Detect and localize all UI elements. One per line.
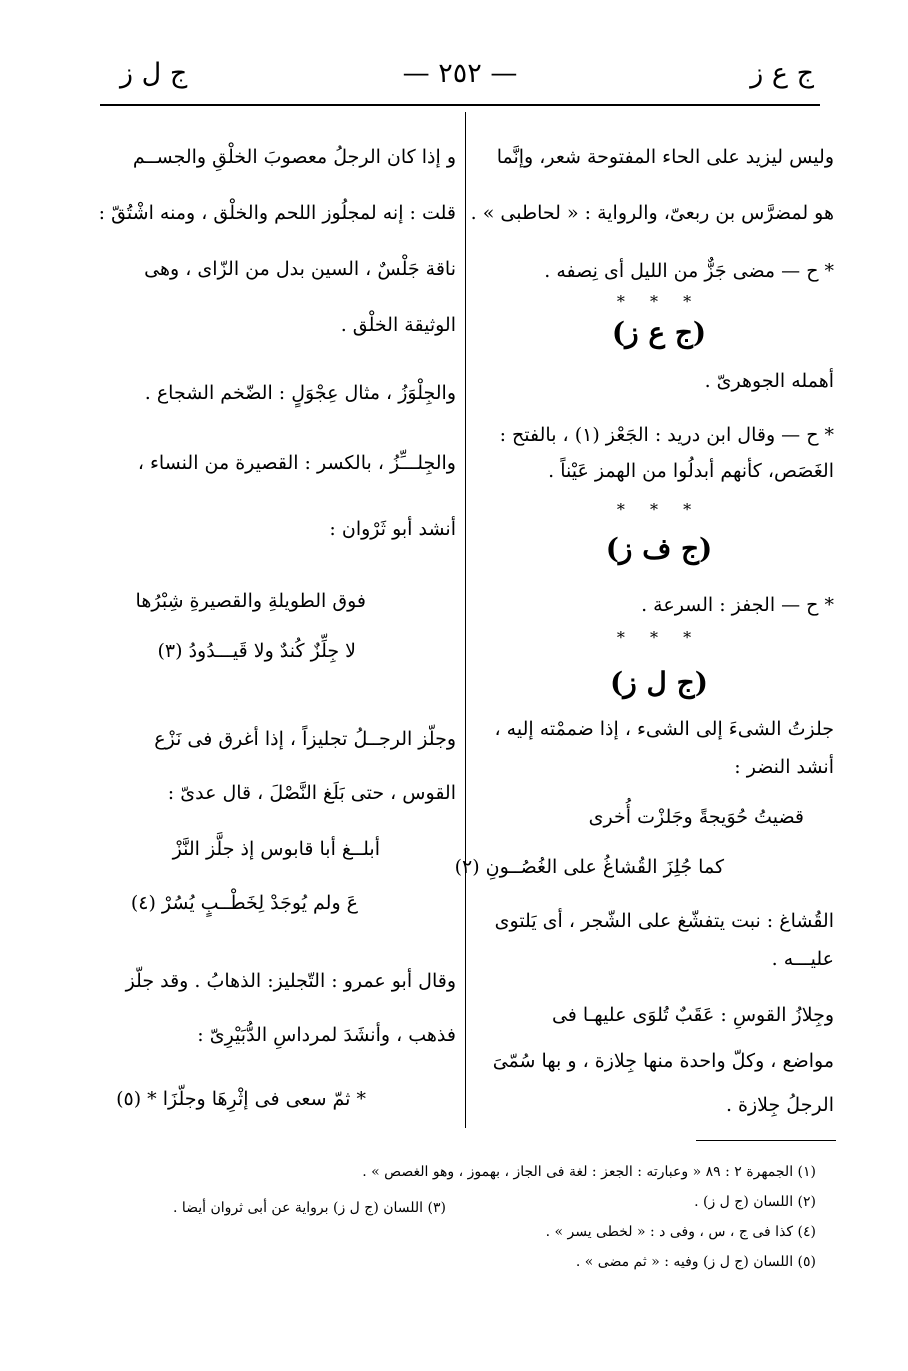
verse-line: كما جُلِزَ القُشاغُ على الغُصُــونِ (٢) [454,856,724,878]
header-root-left: ج ل ز [120,58,188,89]
header-rule [100,104,820,106]
footnote-rule [696,1140,836,1141]
section-heading-jlz: (ج ل ز) [610,666,708,699]
verse-line: قضيتُ حُوَيجةً وجَلزْت أُخرى [588,806,804,828]
page-number: — ٢٥٢ — [402,58,518,89]
text-line: وقال أبو عمرو : التّجليز: الذهابُ . وقد جلّز [125,970,456,992]
text-line: ناقة جَلْسٌ ، السين بدل من الزّاى ، وهى [144,258,456,280]
text-line: هو لمضرَّس بن ربعىّ، والرواية : « لحاطبى » . [470,202,834,224]
text-line: الرجلُ جِلازة . [725,1094,834,1116]
footnote: (٥) اللسان (ج ل ز) وفيه : « ثم مضى » . [575,1254,816,1270]
text-line: فذهب ، وأنشَدَ لمرداسِ الدُّبَيْرِىّ : [197,1024,456,1046]
verse-line: عَ ولم يُوجَدْ لِخَطْــبٍ يُسُرْ (٤) [130,892,358,914]
footnote: (٤) كذا فى ج ، س ، وفى د : « لخطى يسر » . [545,1224,816,1240]
text-line: جلزتُ الشىءَ إلى الشىء ، إذا ضممْته إليه ، [494,718,834,740]
verse-line: لا جِلِّزٌ كُندٌ ولا قَيـــدُودُ (٣) [157,640,356,662]
text-line: * ح — مضى جَزٌّ من الليل أى نِصفه . [544,260,834,282]
column-divider [465,112,466,1128]
verse-line: * ثمّ سعى فى إثْرِهَا وجلّزَا * (٥) [116,1088,366,1110]
footnote: (٣) اللسان (ج ل ز) برواية عن أبى ثروان أيضا . [172,1200,446,1216]
text-line: * ح — وقال ابن دريد : الجَعْز (١) ، بالفتح : [499,424,834,446]
text-line: أنشد أبو ثَرْوان : [329,518,456,540]
text-line: * ح — الجفز : السرعة . [641,594,834,616]
text-line: و إذا كان الرجلُ معصوبَ الخلْقِ والجســم [132,146,456,168]
verse-line: فوق الطويلةِ والقصيرةِ شِبْرُها [135,590,366,612]
text-line: والجِلْوَزُ ، مثال عِجْوَلٍ : الضّخم الشجاع . [144,382,456,404]
text-line: أهمله الجوهرىّ . [704,370,834,392]
page-header [100,58,820,102]
footnote: (١) الجمهرة ٢ : ٨٩ « وعبارته : الجعز : لغة فى الجاز ، بهموز ، وهو الغصص » . [362,1164,816,1180]
section-separator: * * * [616,292,702,311]
text-line: والجِلـــِّزُ ، بالكسر : القصيرة من النساء ، [137,452,456,474]
section-separator: * * * [616,628,702,647]
section-heading-jfz: (ج ف ز) [605,532,713,565]
footnote: (٢) اللسان (ج ل ز) . [694,1194,816,1210]
text-line: وليس ليزيد على الحاء المفتوحة شعر، وإنَّما [496,146,834,168]
verse-line: أبلــغ أبا قابوس إذ جلَّز النَّزْ [172,838,380,860]
text-line: الوثيقة الخلْق . [340,314,456,336]
text-line: أنشد النضر : [734,756,834,778]
text-line: القُشاغ : نبت يتفشّغ على الشّجر ، أى يَلتوى [494,910,834,932]
section-heading-jaz: (ج ع ز) [611,316,707,349]
text-line: مواضع ، وكلّ واحدة منها جِلازة ، و بها سُمّىَ [492,1050,834,1072]
section-separator: * * * [616,500,702,519]
text-line: وجلّز الرجــلُ تجليزاً ، إذا أغرق فى نَزْع [154,728,456,750]
text-line: الغَصَص، كأنهم أبدلُوا من الهمز عَيْناً . [548,460,834,482]
text-line: عليـــه . [771,948,834,970]
text-line: قلت : إنه لمجلُوز اللحم والخلْق ، ومنه اشْتُقّ : [98,202,456,224]
text-line: القوس ، حتى بَلَغ النَّصْلَ ، قال عدىّ : [167,782,456,804]
text-line: وجِلازُ القوسِ : عَقَبٌ تُلوَى عليهـا فى [551,1004,834,1026]
header-root-right: ج ع ز [750,58,814,89]
